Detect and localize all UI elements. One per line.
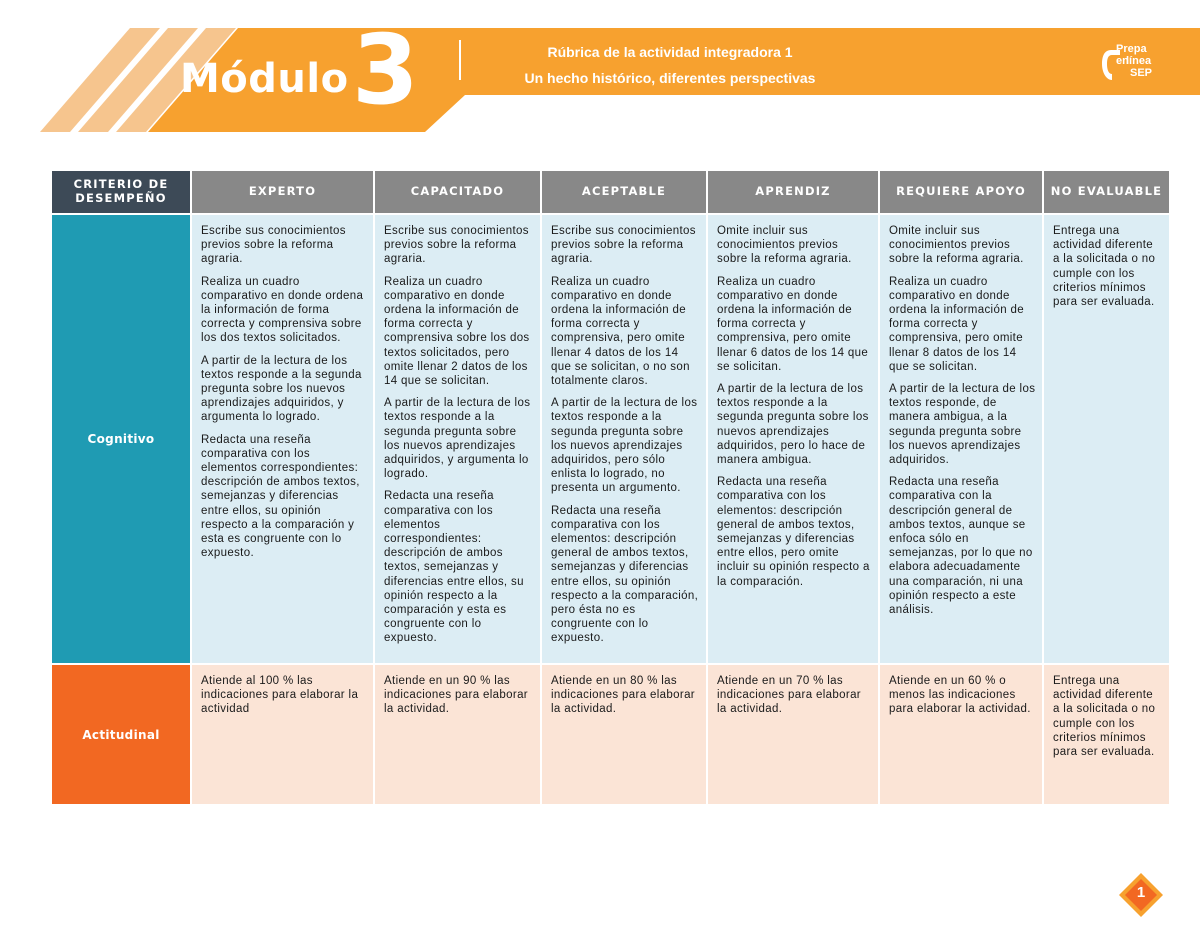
header-subtitle: Un hecho histórico, diferentes perspectivas — [524, 70, 816, 86]
row-label-actitudinal: Actitudinal — [51, 664, 191, 805]
cell-cognitivo-capacitado — [374, 214, 541, 664]
cell-actitudinal-capacitado: Atiende en un 90 % las indicaciones para elaborar la actividad. — [374, 664, 541, 805]
cell-actitudinal-requiere-apoyo: Atiende en un 60 % o menos las indicaciones para elaborar la actividad. — [879, 664, 1043, 805]
column-header-aprendiz: APRENDIZ — [707, 170, 879, 214]
criterion-text: Realiza un cuadro comparativo en donde ordena la información de forma correcta y comprensiva sobre los dos textos solicitados. — [201, 275, 364, 345]
criterion-text: Realiza un cuadro comparativo en donde ordena la información de forma correcta y comprensiva, pero omite llenar 4 datos de los 14 que se solicitan, o no son totalmente claros. — [551, 275, 690, 388]
criterion-text: A partir de la lectura de los textos responde a la segunda pregunta sobre los nuevos aprendizajes adquiridos, y argumenta lo logrado. — [384, 397, 531, 481]
criterion-text: Escribe sus conocimientos previos sobre la reforma agraria. — [201, 225, 346, 266]
criterion-text: A partir de la lectura de los textos responde a la segunda pregunta sobre los nuevos aprendizajes adquiridos, y argumenta lo logrado. — [201, 354, 362, 424]
criterion-text: Escribe sus conocimientos previos sobre la reforma agraria. — [384, 225, 529, 266]
criterion-text: Realiza un cuadro comparativo en donde ordena la información de forma correcta y comprensiva, pero omite llenar 8 datos de los 14 que se solicitan. — [889, 275, 1024, 373]
criterion-text: Realiza un cuadro comparativo en donde ordena la información de forma correcta y comprensiva sobre los dos textos solicitados, pero omite llenar 2 datos de los 14 que se solicitan. — [384, 275, 530, 388]
cell-cognitivo-aceptable — [541, 214, 707, 664]
cell-cognitivo-experto — [191, 214, 374, 664]
cell-actitudinal-no-evaluable: Entrega una actividad diferente a la solicitada o no cumple con los criterios mínimos para ser evaluada. — [1043, 664, 1170, 805]
table-row-cognitivo — [51, 214, 1170, 664]
row-label-cognitivo: Cognitivo — [51, 214, 191, 664]
criterion-text: A partir de la lectura de los textos responde a la segunda pregunta sobre los nuevos aprendizajes adquiridos, pero sólo enlista lo logrado, no presenta un argumento. — [551, 397, 698, 495]
column-header-aceptable: ACEPTABLE — [541, 170, 707, 214]
column-header-requiere-apoyo: REQUIERE APOYO — [879, 170, 1043, 214]
cell-actitudinal-experto: Atiende al 100 % las indicaciones para elaborar la actividad — [191, 664, 374, 805]
logo-text-3: SEP — [1130, 67, 1153, 79]
prepa-en-linea-logo — [1100, 44, 1160, 86]
criterion-text: Omite incluir sus conocimientos previos sobre la reforma agraria. — [717, 225, 852, 266]
criterion-text: Redacta una reseña comparativa con los elementos: descripción general de ambos textos, semejanzas y diferencias entre ellos, su opinión respecto a la comparación, pero ésta no es congruente con lo expuesto. — [551, 504, 699, 645]
criterion-text: Escribe sus conocimientos previos sobre la reforma agraria. — [551, 225, 696, 266]
criterion-text: Omite incluir sus conocimientos previos sobre la reforma agraria. — [889, 225, 1024, 266]
column-header-criterio: CRITERIO DE DESEMPEÑO — [51, 170, 191, 214]
criterion-text: A partir de la lectura de los textos responde a la segunda pregunta sobre los nuevos aprendizajes adquiridos, pero lo hace de manera ambigua. — [717, 383, 869, 467]
module-number: 3 — [352, 14, 419, 126]
logo-text-1: Prepa en — [1116, 43, 1147, 67]
criterion-text: Redacta una reseña comparativa con los elementos correspondientes: descripción de ambos textos, semejanzas y diferencias entre ellos, su opinión respecto a la comparación y esta es congruente con lo expuesto. — [384, 490, 524, 645]
cell-cognitivo-no-evaluable — [1043, 214, 1170, 664]
criterion-text: Redacta una reseña comparativa con la descripción general de ambos textos, aunque se enfoca sólo en semejanzas, por lo que no elabora adecuadamente una comparación, ni una opinión respecto a este análisis. — [889, 476, 1033, 617]
rubric-table — [50, 169, 1171, 806]
cell-cognitivo-aprendiz — [707, 214, 879, 664]
logo-text-2: línea — [1126, 55, 1152, 67]
page-number: 1 — [1136, 884, 1146, 901]
criterion-text: Entrega una actividad diferente a la solicitada o no cumple con los criterios mínimos para ser evaluada. — [1053, 225, 1156, 309]
column-header-capacitado: CAPACITADO — [374, 170, 541, 214]
criterion-text: Redacta una reseña comparativa con los elementos: descripción general de ambos textos, semejanzas y diferencias entre ellos, pero omite incluir su opinión respecto a la comparación. — [717, 476, 870, 588]
cell-actitudinal-aprendiz: Atiende en un 70 % las indicaciones para elaborar la actividad. — [707, 664, 879, 805]
cell-cognitivo-requiere-apoyo — [879, 214, 1043, 664]
criterion-text: Realiza un cuadro comparativo en donde ordena la información de forma correcta y comprensiva, pero omite llenar 6 datos de los 14 que se solicitan. — [717, 275, 869, 373]
table-row-actitudinal — [51, 664, 1170, 805]
header-title: Rúbrica de la actividad integradora 1 — [547, 44, 793, 60]
table-header-row — [51, 170, 1170, 214]
criterion-text: A partir de la lectura de los textos responde, de manera ambigua, a la segunda pregunta sobre los nuevos aprendizajes adquiridos. — [889, 383, 1036, 467]
column-header-experto: EXPERTO — [191, 170, 374, 214]
cell-actitudinal-aceptable: Atiende en un 80 % las indicaciones para elaborar la actividad. — [541, 664, 707, 805]
module-word: Módulo — [180, 56, 349, 102]
criterion-text: Redacta una reseña comparativa con los elementos correspondientes: descripción de ambos textos, semejanzas y diferencias entre ellos, su opinión respecto a la comparación y esta es congruente con lo expuesto. — [201, 433, 360, 560]
column-header-no-evaluable: NO EVALUABLE — [1043, 170, 1170, 214]
header-divider — [459, 40, 461, 80]
